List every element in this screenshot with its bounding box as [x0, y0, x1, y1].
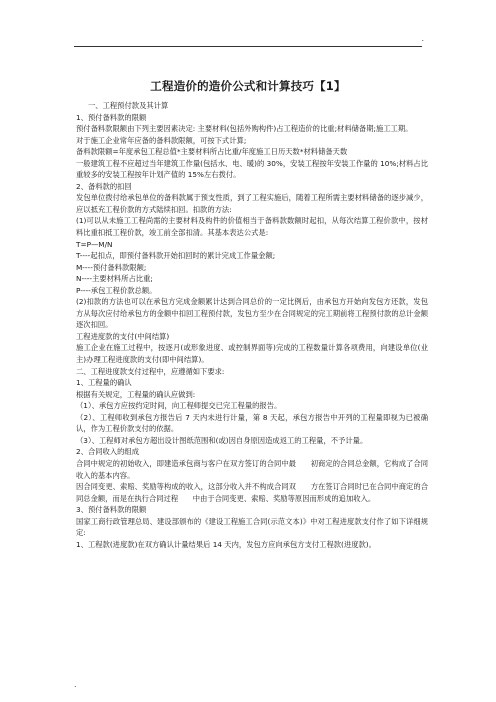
body-paragraph: M----预付备料款限额; [76, 262, 147, 272]
body-paragraph: （3）、工程师对承包方超出设计图纸范围和(或)因自身原因造成返工的工程量，不予计量。 [76, 435, 368, 445]
header-rule [74, 46, 422, 47]
body-paragraph: 施工企业在施工过程中，按逐月(或形象进度、或控制界面等)完成的工程数量计算各项费用，向建设单位(业主)办理工程进度款的支付(即中间结算)。 [76, 343, 428, 365]
body-paragraph: 一般建筑工程不应超过当年建筑工作量(包括水、电、暖)的 30%，安装工程按年安装工作量的 10%;材料占比重较多的安装工程按年计划产值的 15%左右拨付。 [76, 158, 428, 180]
body-paragraph: 工程进度款的支付(中间结算) [76, 331, 170, 341]
body-paragraph: 因合同变更、索赔、奖励等构成的收入，这部分收入并不构成合同双 方在签订合同时已在合同中商定的合同总金额，而是在执行合同过程 中由于合同变更、索赔、奖励等原因而形成的追加收入。 [76, 482, 428, 503]
document-body [76, 100, 428, 550]
body-paragraph: 二、工程进度款支付过程中，应遵循如下要求: [76, 366, 225, 376]
body-paragraph: 1、预付备料款的限额 [76, 112, 147, 122]
body-paragraph: （1）、承包方应按约定时间，向工程师提交已完工程量的报告。 [76, 401, 282, 411]
body-paragraph: 1、工程款(进度款)在双方确认计量结果后 14 天内，发包方应向承包方支付工程款(进度款)。 [76, 539, 376, 549]
body-paragraph: 一、工程预付款及其计算 [88, 101, 169, 110]
body-paragraph: (1)可以从未施工工程尚需的主要材料及构件的价值相当于备料款数额时起扣，从每次结算工程价款中，按材料比重扣抵工程价款，竣工前全部扣清。其基本表达公式是: [76, 216, 428, 238]
body-paragraph: 备料款限额=年度承包工程总值*主要材料所占比重/年度施工日历天数*材料储备天数 [76, 147, 348, 157]
body-paragraph: 预付备料款限额由下列主要因素决定: 主要材料(包括外购构件)占工程造价的比重;材料储备期;施工工期。 [76, 124, 413, 134]
body-paragraph: 1、工程量的确认 [76, 378, 132, 388]
body-paragraph: T----起扣点，即预付备料款开始扣回时的累计完成工作量金额; [76, 251, 276, 261]
body-paragraph: 发包单位拨付给承包单位的备料款属于预支性质，到了工程实施后，随着工程所需主要材料储备的逐步减少，应以抵充工程价款的方式陆续扣回。扣款的方法: [76, 193, 428, 214]
document-title: 工程造价的造价公式和计算技巧【1】 [150, 79, 346, 93]
body-paragraph: T=P—M/N [76, 239, 113, 249]
body-paragraph: （2）、工程师收到承包方报告后 7 天内未进行计量，第 8 天起，承包方报告中开列的工程量即视为已被确认，作为工程价款支付的依据。 [76, 412, 428, 434]
body-paragraph: 根据有关规定，工程量的确认应做到: [76, 389, 196, 399]
header-mark: . [421, 34, 424, 43]
body-paragraph: P----承包工程价款总额。 [76, 285, 157, 295]
body-paragraph: (2)扣款的方法也可以在承包方完成金额累计达到合同总价的一定比例后，由承包方开始向发包方还款，发包方从每次应付给承包方的金额中扣回工程预付款，发包方至少在合同规定的完工期前将工程预付款的总计金额逐次扣回。 [76, 297, 428, 330]
body-paragraph: 3、预付备料款的限额 [76, 505, 147, 515]
footer-mark: . [74, 680, 77, 689]
body-paragraph: 2、合同收入的组成 [76, 447, 140, 457]
body-paragraph: 对于施工企业常年应备的备料款限额，可按下式计算; [76, 135, 247, 145]
body-paragraph: N----主要材料所占比重; [76, 274, 153, 284]
body-paragraph: 国家工商行政管理总局、建设部颁布的《建设工程施工合同(示范文本)》中对工程进度款支付作了如下详细规定: [76, 516, 428, 538]
body-paragraph: 2、备料款的扣回 [76, 181, 132, 191]
body-paragraph: 合同中规定的初始收入，即建造承包商与客户在双方签订的合同中最 初商定的合同总金额，它构成了合同收入的基本内容。 [76, 458, 428, 480]
